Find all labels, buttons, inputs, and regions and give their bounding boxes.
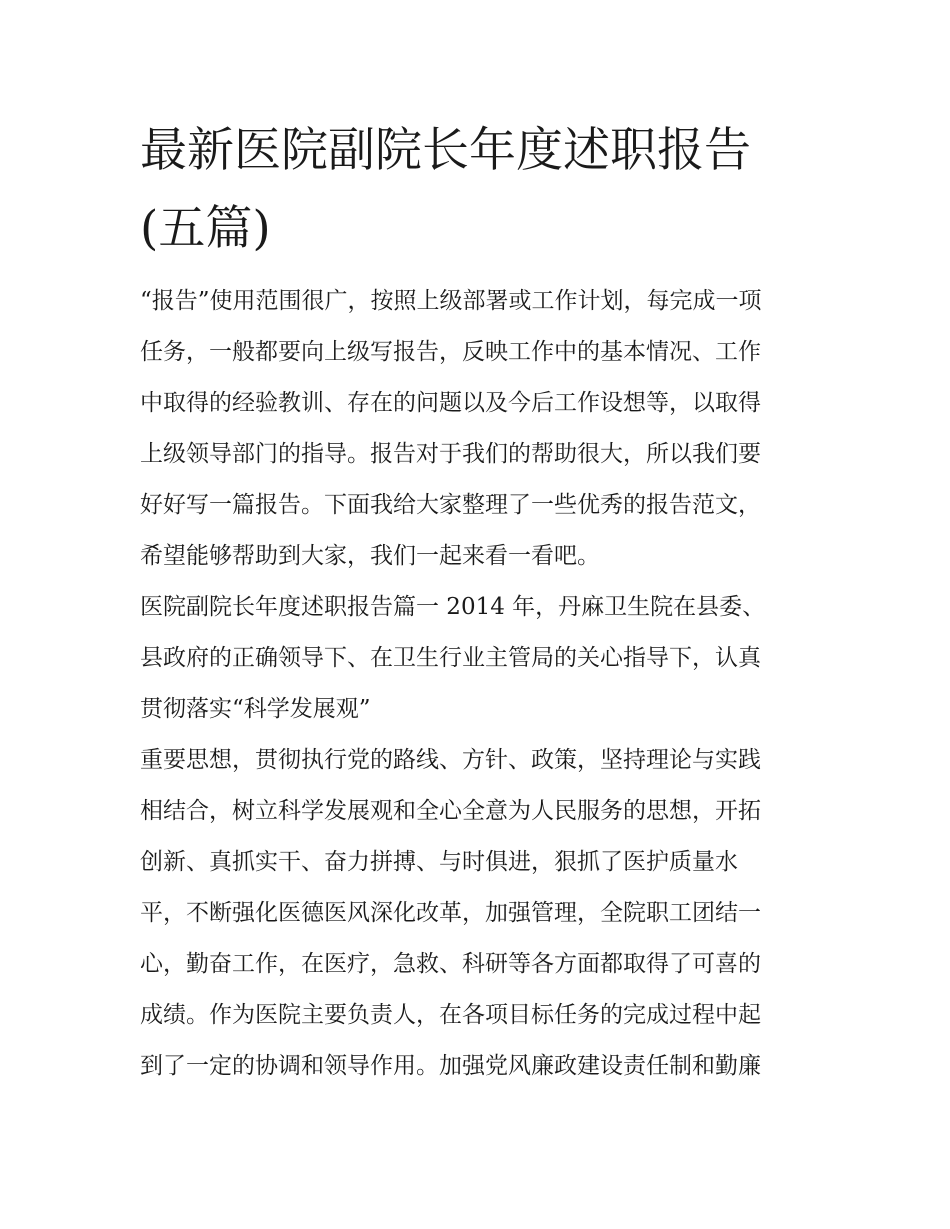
body-line: 重要思想，贯彻执行党的路线、方针、政策，坚持理论与实践 — [140, 747, 761, 773]
body-line: 相结合，树立科学发展观和全心全意为人民服务的思想，开拓 — [140, 798, 761, 824]
body-line: 贯彻落实“科学发展观” — [140, 696, 371, 722]
body-line: 希望能够帮助到大家，我们一起来看一看吧。 — [140, 543, 600, 569]
body-line: 好好写一篇报告。下面我给大家整理了一些优秀的报告范文， — [140, 492, 761, 518]
body-line: 创新、真抓实干、奋力拼搏、与时俱进，狠抓了医护质量水 — [140, 849, 738, 875]
body-line: “报告”使用范围很广，按照上级部署或工作计划，每完成一项 — [140, 288, 762, 314]
title-line-1: 最新医院副院长年度述职报告 — [140, 123, 751, 178]
body-line: 任务，一般都要向上级写报告，反映工作中的基本情况、工作 — [140, 339, 761, 365]
title-line-2: (五篇) — [140, 201, 271, 256]
body-line: 心，勤奋工作，在医疗，急救、科研等各方面都取得了可喜的 — [140, 951, 761, 977]
body-line: 到了一定的协调和领导作用。加强党风廉政建设责任制和勤廉 — [140, 1053, 761, 1079]
document-title — [140, 112, 820, 268]
body-line: 中取得的经验教训、存在的问题以及今后工作设想等，以取得 — [140, 390, 761, 416]
body-line: 医院副院长年度述职报告篇一 2014 年，丹麻卫生院在县委、 — [140, 594, 766, 620]
body-line: 上级领导部门的指导。报告对于我们的帮助很大，所以我们要 — [140, 441, 761, 467]
document-body — [140, 276, 830, 1092]
body-line: 成绩。作为医院主要负责人，在各项目标任务的完成过程中起 — [140, 1002, 761, 1028]
body-line: 县政府的正确领导下、在卫生行业主管局的关心指导下，认真 — [140, 645, 761, 671]
body-line: 平，不断强化医德医风深化改革，加强管理，全院职工团结一 — [140, 900, 761, 926]
